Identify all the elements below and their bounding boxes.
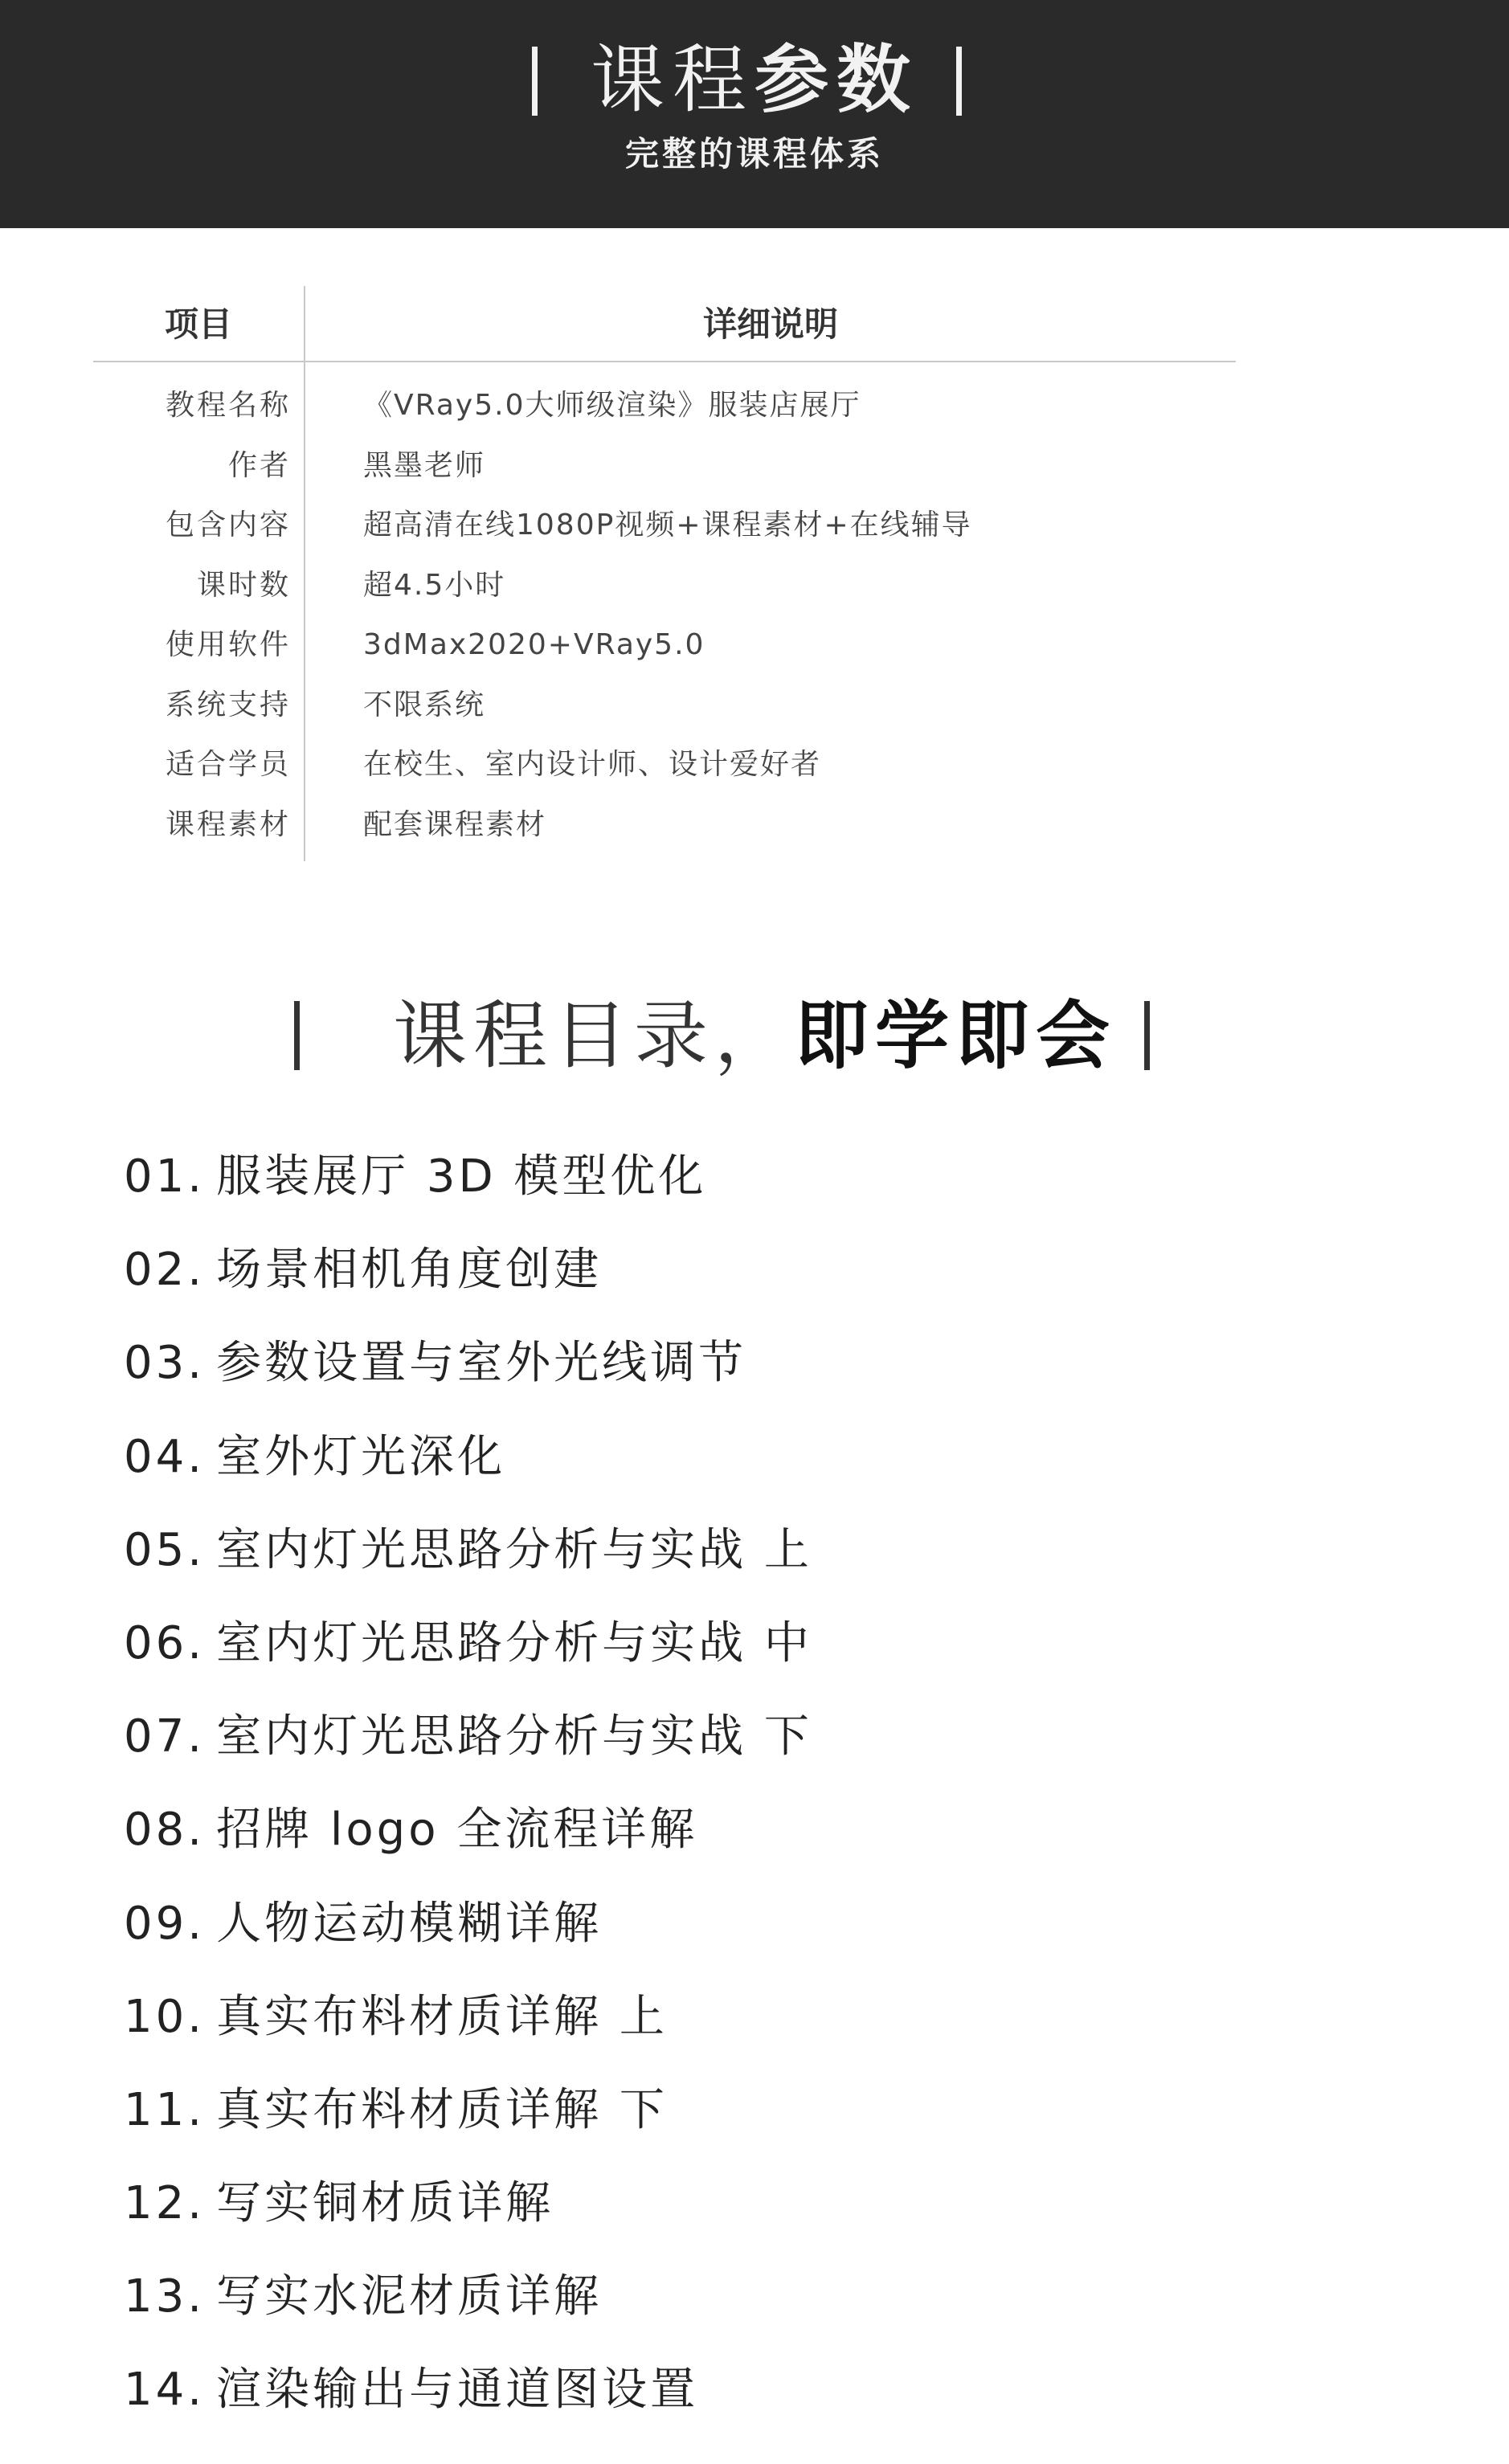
- list-item: [124, 1981, 1409, 2074]
- item-number: 09.: [124, 1897, 206, 1950]
- table-row: [93, 743, 1236, 803]
- row-value: 配套课程素材: [363, 807, 547, 841]
- row-label: 适合学员: [165, 748, 291, 781]
- header-title: [0, 32, 1509, 129]
- catalog-title-thin: 课程目录，: [392, 993, 795, 1079]
- header-subtitle: 完整的课程体系: [624, 134, 884, 174]
- row-value: 3dMax2020+VRay5.0: [363, 628, 705, 661]
- header-title-thin: 课程: [590, 37, 754, 123]
- item-text: 真实布料材质详解 上: [216, 1990, 668, 2043]
- item-text: 写实铜材质详解: [216, 2177, 554, 2230]
- item-text: 渲染输出与通道图设置: [216, 2364, 699, 2417]
- catalog-title: [0, 988, 1509, 1085]
- title-bar-right: [956, 47, 962, 116]
- list-item: [124, 2261, 1409, 2354]
- item-text: 人物运动模糊详解: [216, 1897, 603, 1950]
- header-title-bold: 参数: [754, 37, 919, 123]
- item-text: 室外灯光深化: [216, 1430, 506, 1483]
- item-text: 室内灯光思路分析与实战 中: [216, 1616, 812, 1669]
- row-label: 使用软件: [165, 628, 291, 661]
- item-number: 03.: [124, 1337, 206, 1390]
- header-banner: [0, 0, 1509, 228]
- row-value: 不限系统: [363, 688, 486, 721]
- row-label: 课程素材: [165, 807, 291, 841]
- row-label: 作者: [227, 448, 291, 482]
- row-label: 教程名称: [165, 389, 291, 422]
- table-row: [93, 504, 1236, 564]
- table-row: [93, 444, 1236, 505]
- course-catalog-list: [124, 1141, 1409, 2448]
- table-row: [93, 803, 1236, 864]
- item-number: 10.: [124, 1990, 206, 2043]
- course-params-table: [93, 286, 1236, 864]
- list-item: [124, 2168, 1409, 2261]
- table-row: [93, 684, 1236, 744]
- item-text: 服装展厅 3D 模型优化: [216, 1150, 707, 1203]
- list-item: [124, 2354, 1409, 2447]
- item-text: 招牌 logo 全流程详解: [216, 1804, 698, 1857]
- table-row: [93, 564, 1236, 624]
- table-row: [93, 623, 1236, 684]
- row-label: 课时数: [196, 568, 291, 602]
- params-rows: [93, 384, 1236, 863]
- catalog-title-bold: 即学即会: [795, 993, 1117, 1079]
- row-value: 《VRay5.0大师级渲染》服装店展厅: [363, 389, 861, 422]
- row-value: 超高清在线1080P视频+课程素材+在线辅导: [363, 509, 972, 541]
- item-number: 06.: [124, 1616, 206, 1669]
- item-text: 室内灯光思路分析与实战 下: [216, 1710, 812, 1763]
- list-item: [124, 1234, 1409, 1327]
- header-divider: [93, 361, 1236, 362]
- column-header-item: 项目: [164, 304, 232, 344]
- item-number: 01.: [124, 1150, 206, 1203]
- item-number: 13.: [124, 2270, 206, 2323]
- item-text: 参数设置与室外光线调节: [216, 1337, 747, 1390]
- item-number: 05.: [124, 1523, 206, 1576]
- row-value: 在校生、室内设计师、设计爱好者: [363, 748, 822, 781]
- item-number: 04.: [124, 1430, 206, 1483]
- column-header-detail: 详细说明: [702, 304, 838, 344]
- row-label: 包含内容: [165, 509, 291, 541]
- list-item: [124, 1327, 1409, 1420]
- item-text: 写实水泥材质详解: [216, 2270, 603, 2323]
- item-number: 11.: [124, 2083, 206, 2136]
- list-item: [124, 1421, 1409, 1514]
- list-item: [124, 1141, 1409, 1234]
- item-text: 场景相机角度创建: [216, 1244, 603, 1297]
- list-item: [124, 1888, 1409, 1981]
- item-number: 07.: [124, 1710, 206, 1763]
- item-text: 室内灯光思路分析与实战 上: [216, 1523, 812, 1576]
- list-item: [124, 1794, 1409, 1887]
- item-text: 真实布料材质详解 下: [216, 2083, 668, 2136]
- row-label: 系统支持: [165, 688, 291, 721]
- item-number: 12.: [124, 2177, 206, 2230]
- list-item: [124, 1514, 1409, 1608]
- item-number: 08.: [124, 1804, 206, 1857]
- item-number: 02.: [124, 1244, 206, 1297]
- item-number: 14.: [124, 2364, 206, 2417]
- list-item: [124, 1608, 1409, 1701]
- list-item: [124, 2074, 1409, 2168]
- list-item: [124, 1701, 1409, 1794]
- row-value: 超4.5小时: [363, 568, 506, 602]
- catalog-bar-right: [1144, 1001, 1150, 1070]
- row-value: 黑墨老师: [363, 448, 486, 482]
- table-row: [93, 384, 1236, 444]
- catalog-heading: [0, 980, 1509, 1093]
